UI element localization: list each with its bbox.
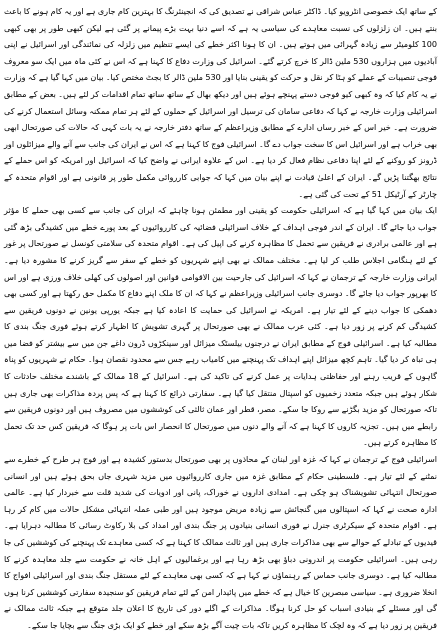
- article-body: [4, 3, 437, 630]
- article-paragraph-3: اسرائیلی فوج کے ترجمان نے کہا کہ غزہ اور لبنان کے محاذوں پر بھی صورتحال بدستور کشیدہ ہے اور فوج ہر طرح کے خطرے سے نمٹنے کے لئے تیار ہے۔ فلسطینی حکام کے مطابق غزہ میں جاری کارروائیوں میں مزید شہری جاں بحق ہوئے ہیں اور انسانی صورتحال انتہائی تشویشناک ہو چکی ہے۔ امدادی اداروں نے خوراک، پانی اور ادویات کی شدید قلت سے خبردار کیا ہے۔ عالمی ادارہ صحت نے کہا کہ اسپتالوں میں گنجائش سے زیادہ مریض موجود ہیں اور طبی عملہ انتہائی مشکل حالات میں کام کر رہا ہے۔ اقوام متحدہ کے سیکرٹری جنرل نے فوری انسانی بنیادوں پر جنگ بندی اور امداد کی بلا رکاوٹ رسائی کا مطالبہ دہرایا ہے۔ قیدیوں کے تبادلے کے حوالے سے بھی مذاکرات جاری ہیں اور ثالث ممالک کا کہنا ہے کہ کسی معاہدے تک پہنچنے کی کوششیں کی جا رہی ہیں۔ اسرائیلی حکومت پر اندرونی دباؤ بھی بڑھ رہا ہے اور یرغمالیوں کے اہل خانہ نے حکومت سے جلد معاہدہ کرنے کا مطالبہ کیا ہے۔ دوسری جانب حماس کے رہنماؤں نے کہا ہے کہ کسی بھی معاہدے کے لئے مستقل جنگ بندی اور اسرائیلی افواج کا انخلا ضروری ہے۔ سیاسی مبصرین کا خیال ہے کہ خطے میں پائیدار امن کے لئے تمام فریقین کو سنجیدہ سفارتی کوششیں کرنا ہوں گی اور مسئلے کے بنیادی اسباب کو حل کرنا ہوگا۔ مذاکرات کے اگلے دور کی تاریخ کا اعلان جلد متوقع ہے جبکہ ثالث ممالک نے فریقین پر زور دیا ہے کہ وہ لچک کا مظاہرہ کریں تاکہ بات چیت آگے بڑھ سکے اور خطے کو ایک بڑی جنگ سے بچایا جا سکے۔: [4, 454, 437, 630]
- article-paragraph-1: کے ساتھ ایک خصوصی انٹرویو کیا۔ ڈاکٹر عباس شراقی نے تصدیق کی کہ انجینئرنگ کا بہترین کام جاری ہے اور یہ کام ہونے کا باعث بنتے ہیں۔ ان زلزلوں کی نسبت معاہدے کی سیاسی یہ ہے کہ اسے دنیا بہت بڑے پیمانے پر گئی ہے لیکن کبھی طور پر بھی کبھی 100 کلومیٹر سے زیادہ گہرائی میں ہوتے ہیں۔ ان کا ہونا اکثر خطے کی ایسے تنظیم میں زلزلہ کی نمائندگی اور اسرائیل نے اپنی آبادیوں میں ہزاروں 530 ملین ڈالر کا خرچ کرتے گئے۔ اسرائیل کی وزارت دفاع کا کہنا ہے کہ اس نے کئی ماہ میں ایک سو معروف فوجی تنصیبات کے عملے کو ہٹا کر نقل و حرکت کو یقینی بنایا اور 530 ملین ڈالر کا بجٹ مختص کیا۔ بیان میں کہا گیا ہے کہ وزارت نے یہ کام کیا کہ وہ کبھی کیو فوجی دستے پہنچے ہوئے ہیں اور دیکھ بھال کے ساتھ ساتھ تمام اقدامات کر لئے ہیں۔ بعض کے مطابق اسرائیلی وزارت خارجہ نے کہا کہ دفاعی سامان کی ترسیل اور اسرائیل کے حملوں کے لئے ہر تمام ممکنہ وسائل استعمال کرنے کی ضرورت ہے۔ خیر اس کے خبر رساں ادارے کے مطابق وزیراعظم کے ساتھ دفتر خارجہ نے یہ بات کہی کہ حالات کی صورتحال ابھی بھی خراب ہے اور اسرائیل اس کا سخت جواب دے گا۔ اسرائیلی فوج کا کہنا ہے کہ اس نے ایران کی جانب سے آنے والے میزائلوں اور ڈرونز کو روکنے کے لئے اپنا دفاعی نظام فعال کر دیا ہے۔ اس کے علاوہ ایرانی نے واضح کیا کہ اسرائیل اور امریکہ کو اس حملے کے نتائج بھگتنا پڑیں گے۔ ایران کے اعلیٰ قیادت نے اپنے بیان میں کہا کہ جوابی کارروائی مکمل طور پر قانونی ہے اور اقوام متحدہ کے چارٹر کے آرٹیکل 51 کے تحت کی گئی ہے۔: [4, 6, 437, 199]
- article-paragraph-2: ایک بیان میں کہا گیا ہے کہ اسرائیلی حکومت کو یقینی اور مطمئن ہونا چاہئے کہ ایران کی جانب سے کسی بھی حملے کا مؤثر جواب دیا جائے گا۔ ایران کے اندر فوجی اہداف کے خلاف اسرائیلی فضائیہ کی کارروائیوں کے بعد پورے خطے میں کشیدگی بڑھ گئی ہے اور عالمی برادری نے فریقین سے تحمل کا مظاہرہ کرنے کی اپیل کی ہے۔ اقوام متحدہ کی سلامتی کونسل نے صورتحال پر غور کے لئے ہنگامی اجلاس طلب کر لیا ہے۔ مختلف ممالک نے بھی اپنے شہریوں کو خطے کے سفر سے گریز کرنے کا مشورہ دیا ہے۔ ایرانی وزارت خارجہ کے ترجمان نے کہا کہ اسرائیل کی جارحیت بین الاقوامی قوانین اور اصولوں کی کھلی خلاف ورزی ہے اور اس کا بھرپور جواب دیا جائے گا۔ دوسری جانب اسرائیلی وزیراعظم نے کہا کہ ان کا ملک اپنے دفاع کا مکمل حق رکھتا ہے اور کسی بھی دھمکی کا جواب دینے کے لئے تیار ہے۔ امریکہ نے اسرائیل کی حمایت کا اعادہ کیا ہے جبکہ یورپی یونین نے دونوں فریقین سے کشیدگی کم کرنے پر زور دیا ہے۔ کئی عرب ممالک نے بھی صورتحال پر گہری تشویش کا اظہار کرتے ہوئے فوری جنگ بندی کا مطالبہ کیا ہے۔ اسرائیلی فوج کے مطابق ایران نے درجنوں بیلسٹک میزائل اور سینکڑوں ڈرون داغے جن میں سے بیشتر کو فضا میں ہی تباہ کر دیا گیا۔ تاہم کچھ میزائل اپنے اہداف تک پہنچنے میں کامیاب رہے جس سے محدود نقصان ہوا۔ حکام نے شہریوں کو پناہ گاہوں کے قریب رہنے اور حفاظتی ہدایات پر عمل کرنے کی تاکید کی ہے۔ اسرائیل کے 18 ممالک کے باشندے مختلف حادثات کا شکار ہوئے ہیں جبکہ متعدد زخمیوں کو اسپتال منتقل کیا گیا ہے۔ سفارتی ذرائع کا کہنا ہے کہ پس پردہ مذاکرات بھی جاری ہیں تاکہ صورتحال کو مزید بگڑنے سے روکا جا سکے۔ مصر، قطر اور عمان ثالثی کی کوششوں میں مصروف ہیں اور دونوں فریقین سے رابطے میں ہیں۔ تجزیہ کاروں کا کہنا ہے کہ آنے والے دنوں میں صورتحال کا انحصار اس بات پر ہوگا کہ فریقین کس حد تک تحمل کا مظاہرہ کرتے ہیں۔: [4, 205, 437, 448]
